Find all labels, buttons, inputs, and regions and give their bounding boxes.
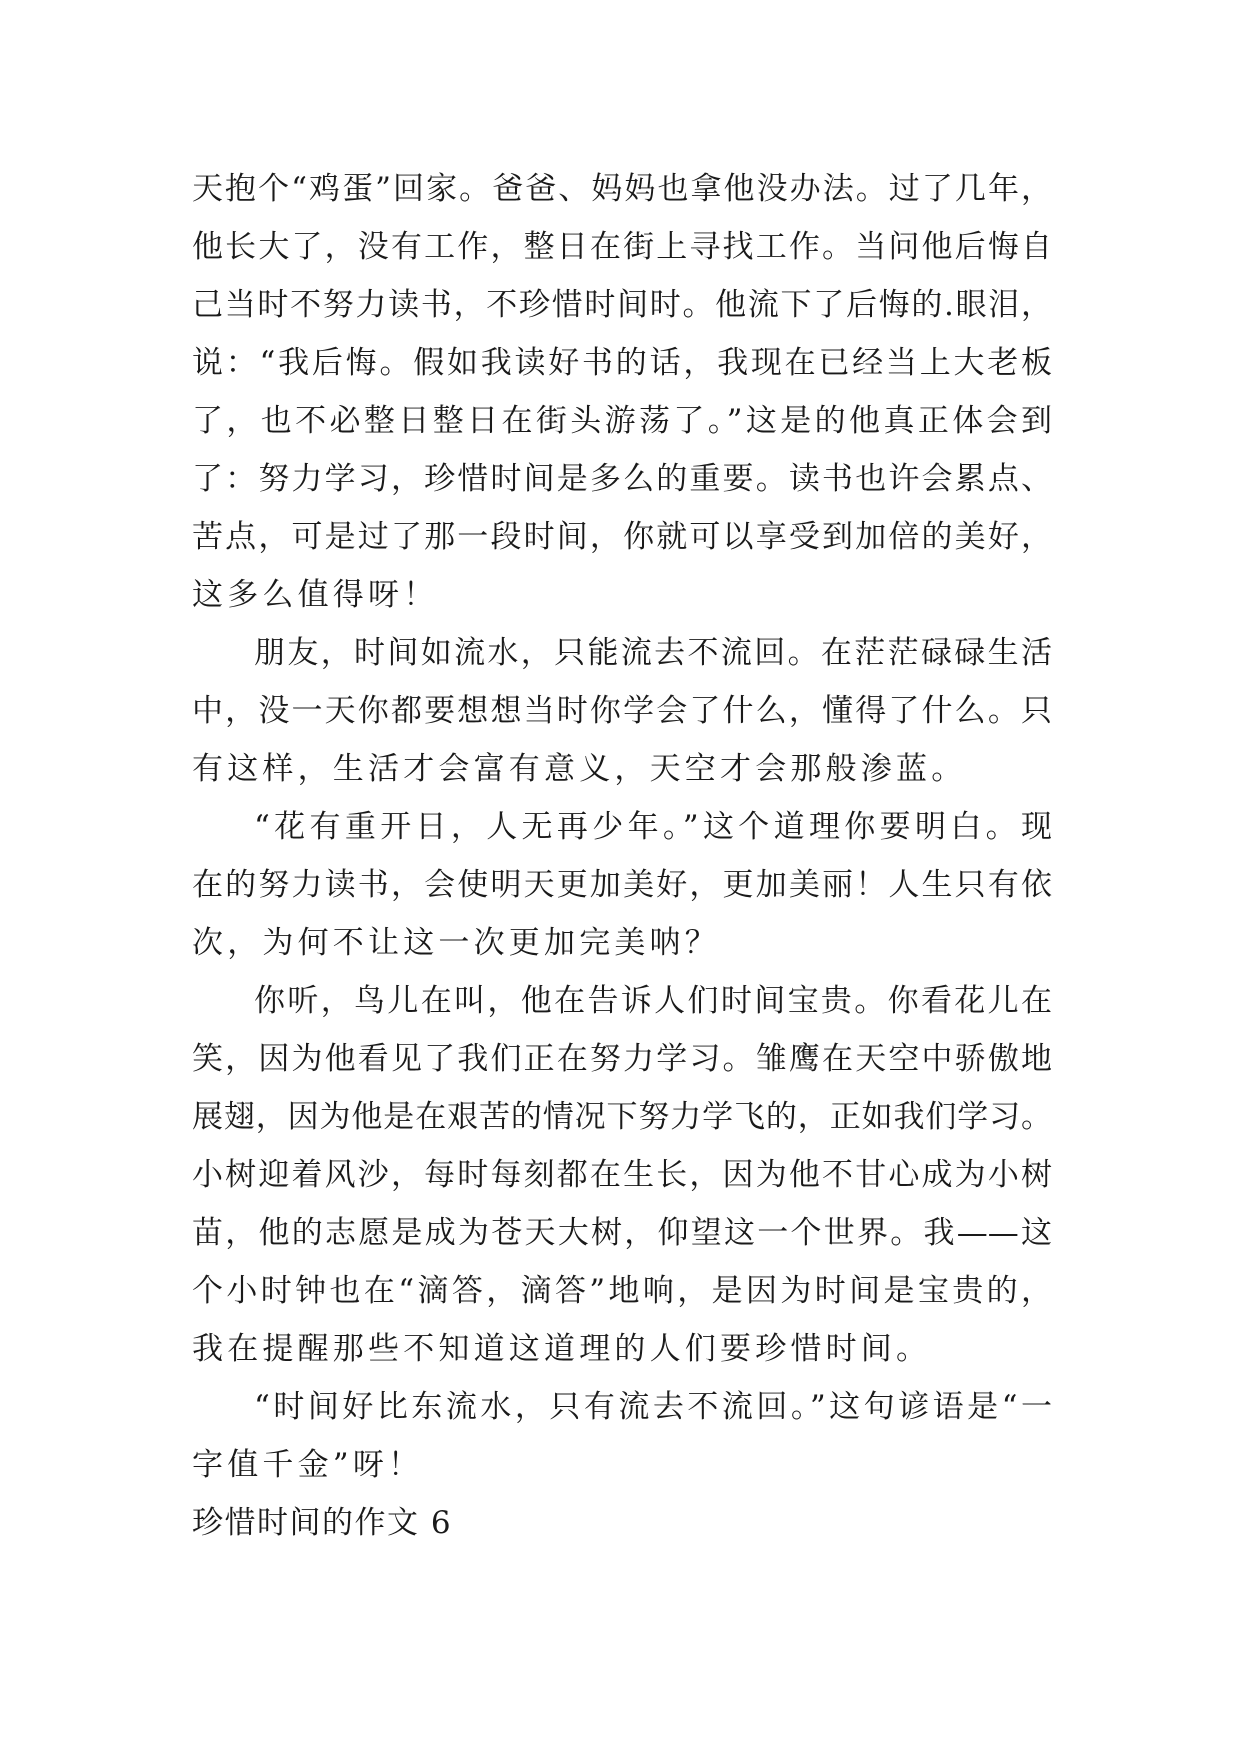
section-title: 珍惜时间的作文 6: [192, 1505, 453, 1541]
text-line: 次，为何不让这一次更加完美呐？: [192, 925, 720, 961]
text-line: 我在提醒那些不知道这道理的人们要珍惜时间。: [192, 1331, 932, 1367]
paragraph-first-line: 你听，鸟儿在叫，他在告诉人们时间宝贵。你看花儿在: [254, 983, 1052, 1019]
text-line: 了，也不必整日整日在街头游荡了。”这是的他真正体会到: [192, 403, 1052, 439]
essay-body: [192, 160, 1052, 1552]
text-line: 笑，因为他看见了我们正在努力学习。雏鹰在天空中骄傲地: [192, 1041, 1052, 1077]
text-line: 有这样，生活才会富有意义，天空才会那般渗蓝。: [192, 751, 967, 787]
text-line: 他长大了，没有工作，整日在街上寻找工作。当问他后悔自: [192, 229, 1052, 265]
text-line: 了：努力学习，珍惜时间是多么的重要。读书也许会累点、: [192, 461, 1052, 497]
text-line: 这多么值得呀！: [192, 577, 439, 613]
paragraph-first-line: “时间好比东流水，只有流去不流回。”这句谚语是“一: [254, 1389, 1052, 1425]
text-line: 小树迎着风沙，每时每刻都在生长，因为他不甘心成为小树: [192, 1157, 1052, 1193]
text-line: 己当时不努力读书，不珍惜时间时。他流下了后悔的.眼泪，: [192, 287, 1052, 323]
text-line: 说：“我后悔。假如我读好书的话，我现在已经当上大老板: [192, 345, 1052, 381]
paragraph-first-line: 朋友，时间如流水，只能流去不流回。在茫茫碌碌生活: [254, 635, 1052, 671]
text-line: 中，没一天你都要想想当时你学会了什么，懂得了什么。只: [192, 693, 1052, 729]
text-line: 在的努力读书，会使明天更加美好，更加美丽！人生只有依: [192, 867, 1052, 903]
text-line: 天抱个“鸡蛋”回家。爸爸、妈妈也拿他没办法。过了几年，: [192, 171, 1052, 207]
text-line: 展翅，因为他是在艰苦的情况下努力学飞的，正如我们学习。: [192, 1099, 1052, 1135]
paragraph-first-line: “花有重开日，人无再少年。”这个道理你要明白。现: [254, 809, 1052, 845]
text-line: 苦点，可是过了那一段时间，你就可以享受到加倍的美好，: [192, 519, 1052, 555]
text-line: 字值千金”呀！: [192, 1447, 424, 1483]
text-line: 个小时钟也在“滴答，滴答”地响，是因为时间是宝贵的，: [192, 1273, 1052, 1309]
text-line: 苗，他的志愿是成为苍天大树，仰望这一个世界。我——这: [192, 1215, 1052, 1251]
